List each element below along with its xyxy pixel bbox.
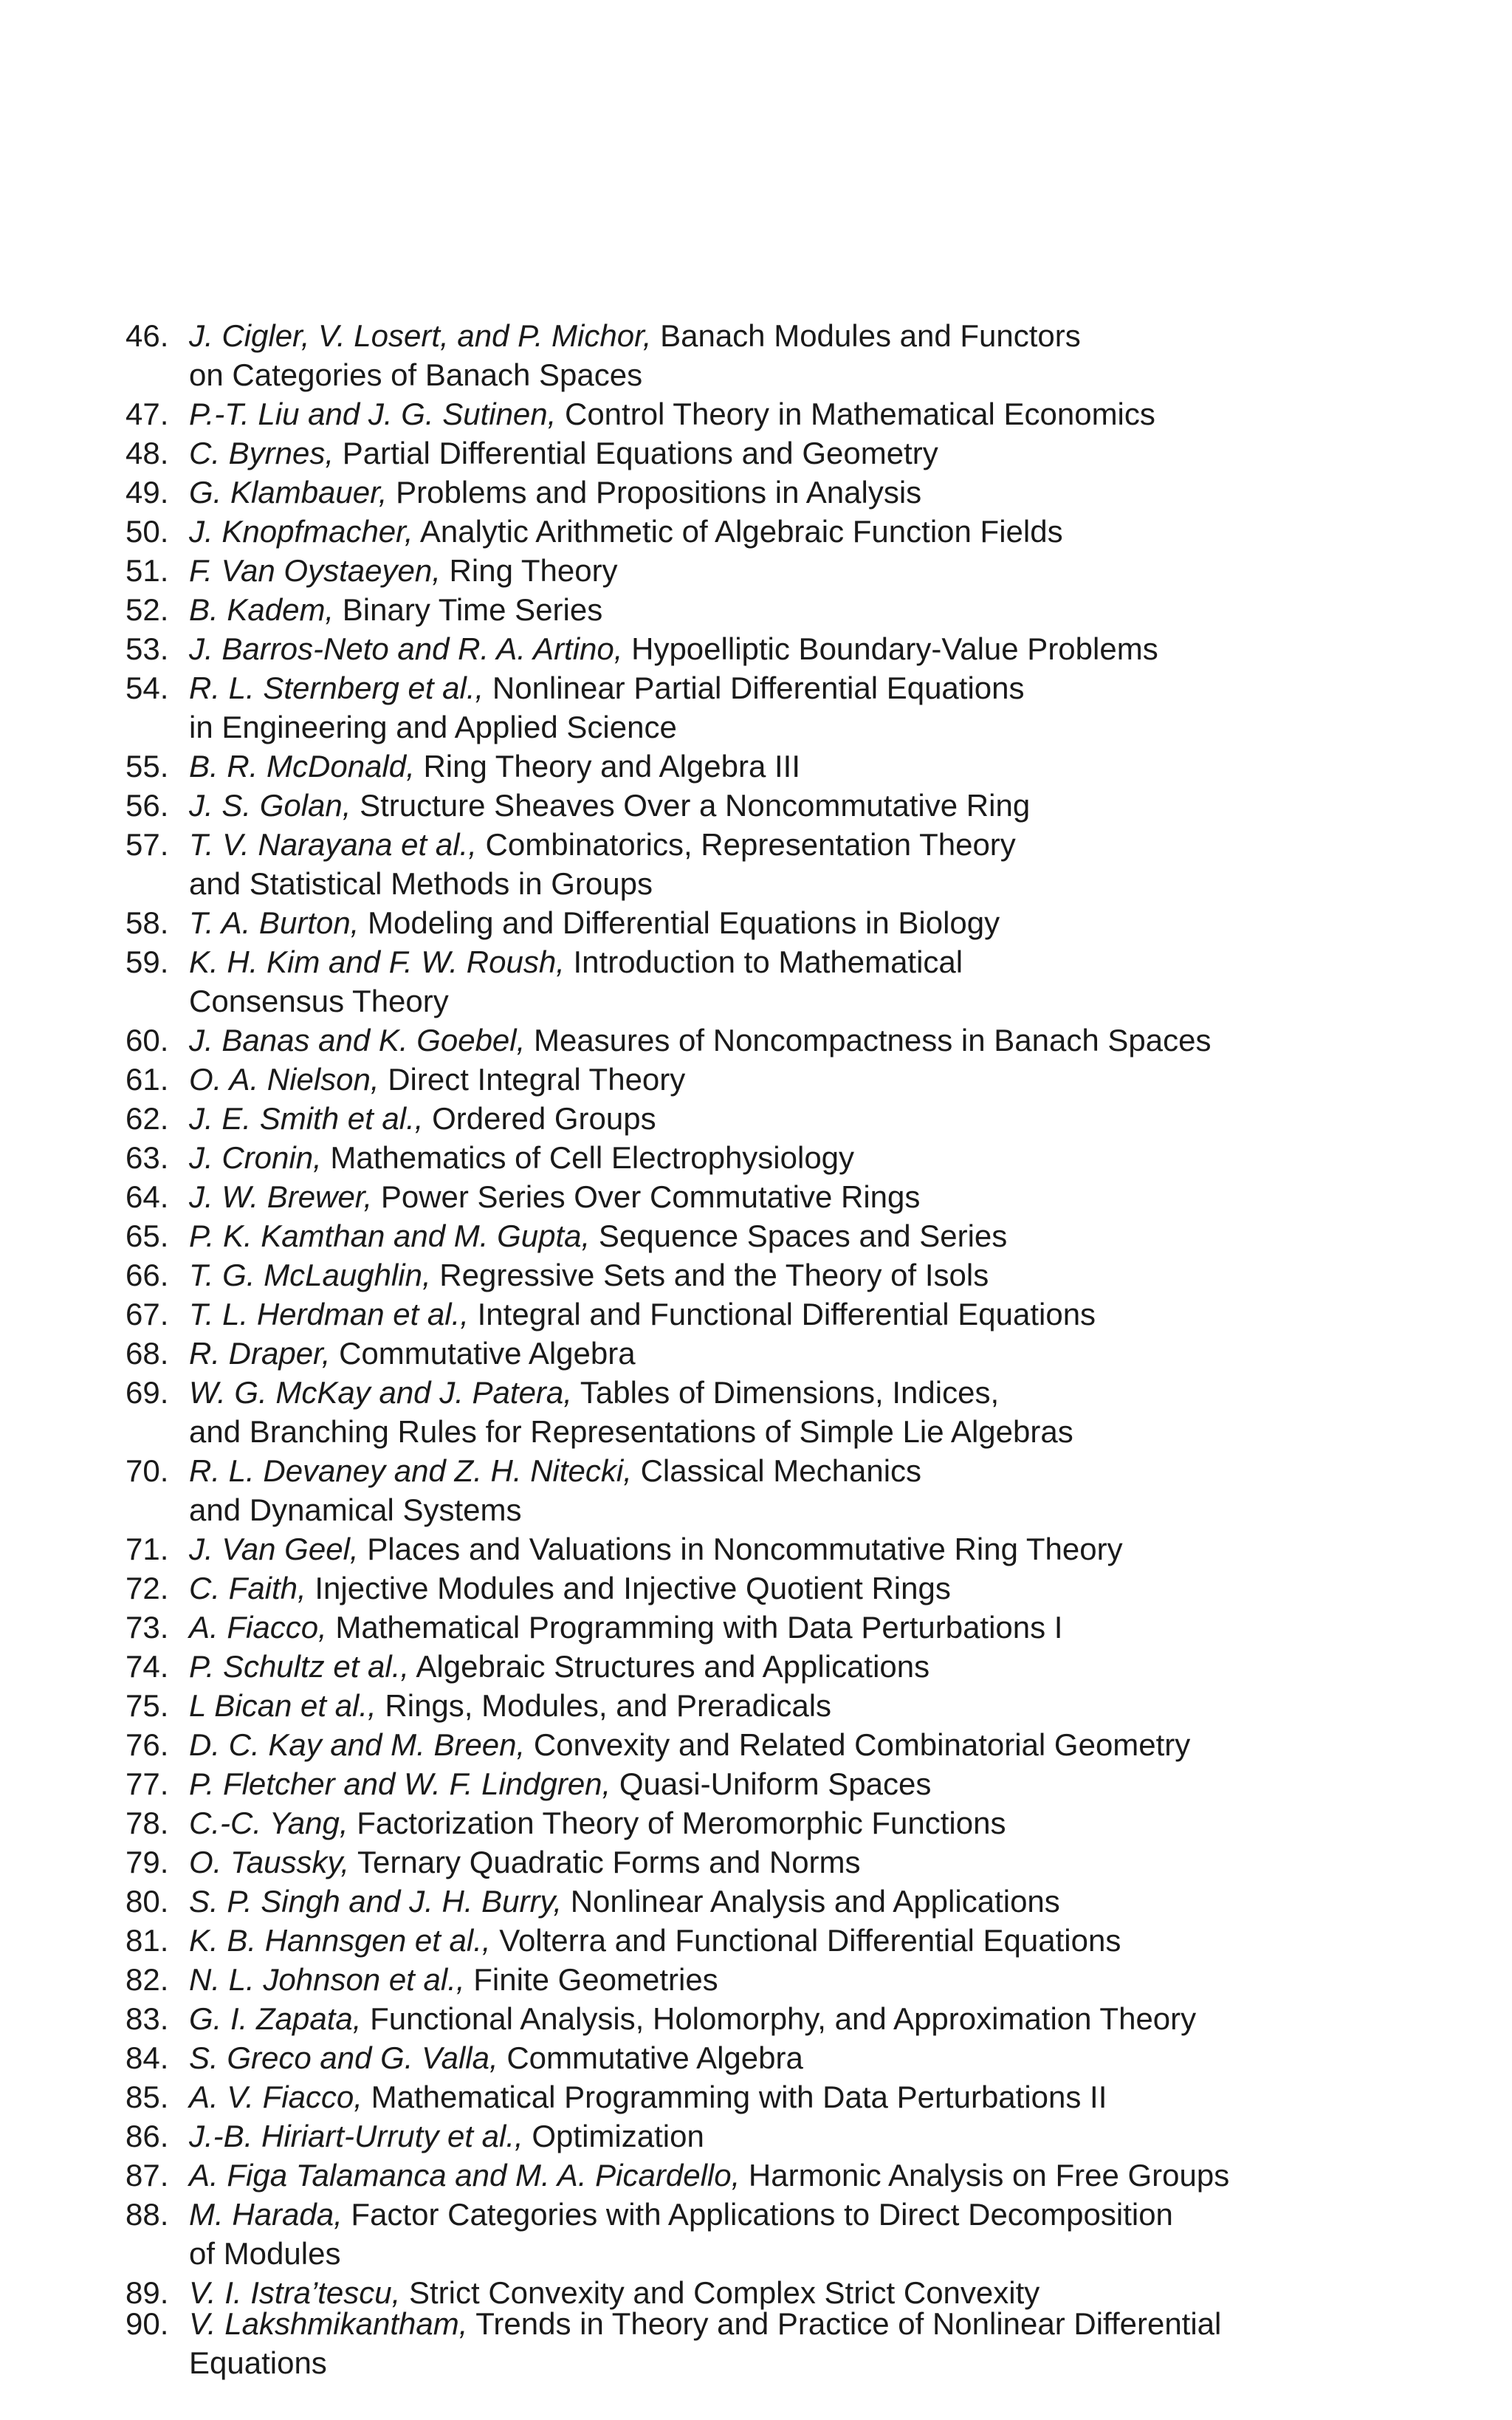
- entry-number: 81.: [126, 1923, 169, 1958]
- entry-number: 50.: [126, 514, 169, 549]
- entry-number: 90.: [126, 2306, 169, 2341]
- entry-number: 52.: [126, 592, 169, 627]
- list-item: [126, 473, 1395, 512]
- entry-author: P. K. Kamthan and M. Gupta,: [189, 1218, 591, 1253]
- entry-number: 68.: [126, 1336, 169, 1371]
- entry-text: [189, 1138, 1395, 1177]
- entry-number: 82.: [126, 1962, 169, 1997]
- list-item: [126, 1177, 1395, 1216]
- entry-number: 66.: [126, 1258, 169, 1292]
- entry-author: O. Taussky,: [189, 1845, 350, 1879]
- entry-author: S. P. Singh and J. H. Burry,: [189, 1884, 563, 1919]
- entry-number: 87.: [126, 2158, 169, 2193]
- entry-number: 56.: [126, 788, 169, 823]
- entry-text: [189, 1216, 1395, 1255]
- list-item: [126, 394, 1395, 433]
- list-item: [126, 1999, 1395, 2038]
- entry-author: J. Barros-Neto and R. A. Artino,: [189, 631, 623, 666]
- entry-title: Regressive Sets and the Theory of Isols: [430, 1258, 989, 1292]
- entry-text: [189, 747, 1395, 786]
- list-item: [126, 1725, 1395, 1764]
- entry-author: A. V. Fiacco,: [189, 2080, 362, 2114]
- entry-text: [189, 512, 1395, 551]
- entry-text: [189, 1255, 1395, 1295]
- entry-title: Rings, Modules, and Preradicals: [376, 1688, 832, 1723]
- entry-author: J. W. Brewer,: [189, 1179, 373, 1214]
- entry-author: R. L. Devaney and Z. H. Nitecki,: [189, 1453, 632, 1488]
- list-item: [126, 1686, 1395, 1725]
- entry-number: 61.: [126, 1062, 169, 1097]
- list-item: [126, 512, 1395, 551]
- entry-text: [189, 942, 1395, 1021]
- entry-text: [189, 1843, 1395, 1882]
- entry-text: [189, 1764, 1395, 1803]
- entry-text: [189, 1960, 1395, 1999]
- entry-title: Commutative Algebra: [330, 1336, 636, 1371]
- entry-title: Power Series Over Commutative Rings: [372, 1179, 921, 1214]
- list-item: [126, 316, 1395, 394]
- entry-number: 58.: [126, 905, 169, 940]
- entry-author: P. Schultz et al.,: [189, 1649, 410, 1684]
- entry-author: B. R. McDonald,: [189, 749, 415, 784]
- entry-author: N. L. Johnson et al.,: [189, 1962, 465, 1997]
- entry-title: Convexity and Related Combinatorial Geometry: [525, 1727, 1191, 1762]
- entry-number: 86.: [126, 2119, 169, 2153]
- entry-text: [189, 1686, 1395, 1725]
- entry-number: 84.: [126, 2040, 169, 2075]
- entry-title: Nonlinear Partial Differential Equations in Engineering and Applied Science: [189, 671, 1025, 744]
- entry-title: Problems and Propositions in Analysis: [387, 475, 922, 510]
- entry-number: 85.: [126, 2080, 169, 2114]
- list-item: [126, 1803, 1395, 1843]
- entry-text: [189, 668, 1395, 747]
- list-item: [126, 2195, 1395, 2273]
- entry-number: 63.: [126, 1140, 169, 1175]
- list-item: [126, 903, 1395, 942]
- list-item: [126, 1373, 1395, 1451]
- entry-number: 71.: [126, 1532, 169, 1566]
- series-list: [126, 316, 1395, 2382]
- entry-author: S. Greco and G. Valla,: [189, 2040, 498, 2075]
- entry-text: [189, 1021, 1395, 1060]
- entry-number: 49.: [126, 475, 169, 510]
- entry-author: J. Knopfmacher,: [189, 514, 413, 549]
- entry-title: Algebraic Structures and Applications: [409, 1649, 930, 1684]
- entry-title: Quasi-Uniform Spaces: [611, 1766, 932, 1801]
- entry-author: J. Cigler, V. Losert, and P. Michor,: [189, 318, 652, 353]
- entry-title: Partial Differential Equations and Geometry: [334, 436, 938, 470]
- entry-text: [189, 551, 1395, 590]
- entry-title: Introduction to Mathematical Consensus Theory: [189, 945, 963, 1018]
- entry-author: D. C. Kay and M. Breen,: [189, 1727, 526, 1762]
- entry-author: L Bican et al.,: [189, 1688, 377, 1723]
- entry-title: Ordered Groups: [423, 1101, 656, 1136]
- list-item: [126, 1216, 1395, 1255]
- entry-author: J. Cronin,: [189, 1140, 322, 1175]
- entry-text: [189, 2038, 1395, 2077]
- entry-text: [189, 1529, 1395, 1569]
- entry-text: [189, 1451, 1395, 1529]
- entry-author: T. L. Herdman et al.,: [189, 1297, 469, 1331]
- entry-author: K. B. Hannsgen et al.,: [189, 1923, 491, 1958]
- entry-text: [189, 2195, 1395, 2273]
- entry-author: T. G. McLaughlin,: [189, 1258, 431, 1292]
- entry-number: 72.: [126, 1571, 169, 1605]
- entry-text: [189, 1647, 1395, 1686]
- entry-title: Structure Sheaves Over a Noncommutative Ring: [351, 788, 1031, 823]
- entry-title: Finite Geometries: [464, 1962, 718, 1997]
- entry-author: C. Faith,: [189, 1571, 306, 1605]
- list-item: [126, 1060, 1395, 1099]
- entry-title: Analytic Arithmetic of Algebraic Function Fields: [413, 514, 1063, 549]
- entry-title: Nonlinear Analysis and Applications: [562, 1884, 1060, 1919]
- list-item: [126, 942, 1395, 1021]
- entry-text: [189, 786, 1395, 825]
- entry-number: 74.: [126, 1649, 169, 1684]
- entry-number: 64.: [126, 1179, 169, 1214]
- entry-title: Mathematical Programming with Data Perturbations II: [362, 2080, 1107, 2114]
- entry-title: Hypoelliptic Boundary-Value Problems: [622, 631, 1158, 666]
- entry-author: O. A. Nielson,: [189, 1062, 379, 1097]
- entry-title: Mathematical Programming with Data Perturbations I: [326, 1610, 1063, 1645]
- list-item: [126, 1099, 1395, 1138]
- entry-number: 80.: [126, 1884, 169, 1919]
- entry-number: 46.: [126, 318, 169, 353]
- entry-author: B. Kadem,: [189, 592, 334, 627]
- list-item: [126, 668, 1395, 747]
- entry-author: J. Banas and K. Goebel,: [189, 1023, 526, 1058]
- entry-author: A. Figa Talamanca and M. A. Picardello,: [189, 2158, 740, 2193]
- entry-text: [189, 1099, 1395, 1138]
- list-item: [126, 629, 1395, 668]
- entry-title: Modeling and Differential Equations in Biology: [359, 905, 1000, 940]
- entry-text: [189, 433, 1395, 473]
- list-item: [126, 1843, 1395, 1882]
- entry-title: Places and Valuations in Noncommutative Ring Theory: [358, 1532, 1123, 1566]
- entry-text: [189, 629, 1395, 668]
- entry-number: 89.: [126, 2275, 169, 2310]
- entry-author: J. S. Golan,: [189, 788, 351, 823]
- entry-text: [189, 316, 1395, 394]
- list-item: [126, 1529, 1395, 1569]
- entry-title: Commutative Algebra: [498, 2040, 803, 2075]
- entry-author: M. Harada,: [189, 2197, 343, 2232]
- entry-author: G. I. Zapata,: [189, 2001, 362, 2036]
- entry-number: 78.: [126, 1806, 169, 1840]
- list-item: [126, 825, 1395, 903]
- entry-text: [189, 1725, 1395, 1764]
- list-item: [126, 1921, 1395, 1960]
- entry-number: 59.: [126, 945, 169, 979]
- list-item: [126, 1647, 1395, 1686]
- list-item: [126, 433, 1395, 473]
- entry-author: J.-B. Hiriart-Urruty et al.,: [189, 2119, 523, 2153]
- entry-author: C.-C. Yang,: [189, 1806, 348, 1840]
- entry-title: Direct Integral Theory: [379, 1062, 686, 1097]
- entry-author: K. H. Kim and F. W. Roush,: [189, 945, 565, 979]
- entry-title: Control Theory in Mathematical Economics: [556, 397, 1155, 431]
- entry-number: 54.: [126, 671, 169, 705]
- list-item: [126, 2116, 1395, 2156]
- entry-text: [189, 473, 1395, 512]
- entry-number: 65.: [126, 1218, 169, 1253]
- entry-title: Classical Mechanics and Dynamical Systems: [189, 1453, 922, 1527]
- entry-text: [189, 2156, 1395, 2195]
- entry-author: W. G. McKay and J. Patera,: [189, 1375, 572, 1410]
- entry-text: [189, 1060, 1395, 1099]
- entry-author: A. Fiacco,: [189, 1610, 327, 1645]
- entry-text: [189, 1882, 1395, 1921]
- entry-text: [189, 825, 1395, 903]
- entry-number: 70.: [126, 1453, 169, 1488]
- entry-title: Volterra and Functional Differential Equations: [490, 1923, 1121, 1958]
- list-item: [126, 2077, 1395, 2116]
- entry-title: Factorization Theory of Meromorphic Functions: [348, 1806, 1006, 1840]
- entry-number: 55.: [126, 749, 169, 784]
- entry-title: Integral and Functional Differential Equations: [468, 1297, 1096, 1331]
- entry-text: [189, 1803, 1395, 1843]
- entry-title: Functional Analysis, Holomorphy, and Approximation Theory: [361, 2001, 1197, 2036]
- list-item: [126, 1608, 1395, 1647]
- entry-author: T. A. Burton,: [189, 905, 360, 940]
- list-item: [126, 1255, 1395, 1295]
- entry-title: Mathematics of Cell Electrophysiology: [321, 1140, 855, 1175]
- list-item: [126, 1764, 1395, 1803]
- entry-number: 51.: [126, 553, 169, 588]
- entry-text: [189, 1177, 1395, 1216]
- entry-author: V. I. Istra’tescu,: [189, 2275, 401, 2310]
- entry-number: 57.: [126, 827, 169, 862]
- entry-title: Factor Categories with Applications to Direct Decomposition of Modules: [189, 2197, 1173, 2271]
- entry-title: Binary Time Series: [334, 592, 603, 627]
- entry-number: 88.: [126, 2197, 169, 2232]
- entry-text: [189, 2077, 1395, 2116]
- entry-title: Trends in Theory and Practice of Nonlinear Differential Equations: [189, 2306, 1222, 2380]
- entry-number: 77.: [126, 1766, 169, 1801]
- entry-number: 76.: [126, 1727, 169, 1762]
- list-item: [126, 590, 1395, 629]
- entry-number: 79.: [126, 1845, 169, 1879]
- entry-author: T. V. Narayana et al.,: [189, 827, 477, 862]
- entry-author: J. Van Geel,: [189, 1532, 359, 1566]
- entry-title: Sequence Spaces and Series: [590, 1218, 1008, 1253]
- entry-title: Optimization: [523, 2119, 704, 2153]
- entry-author: G. Klambauer,: [189, 475, 388, 510]
- entry-number: 83.: [126, 2001, 169, 2036]
- entry-title: Ring Theory: [440, 553, 618, 588]
- entry-text: [189, 1999, 1395, 2038]
- entry-text: [189, 2304, 1395, 2382]
- entry-number: 62.: [126, 1101, 169, 1136]
- entry-title: Measures of Noncompactness in Banach Spaces: [525, 1023, 1212, 1058]
- entry-number: 53.: [126, 631, 169, 666]
- list-item: [126, 2304, 1395, 2382]
- list-item: [126, 551, 1395, 590]
- entry-title: Harmonic Analysis on Free Groups: [740, 2158, 1230, 2193]
- list-item: [126, 1295, 1395, 1334]
- entry-author: F. Van Oystaeyen,: [189, 553, 441, 588]
- list-item: [126, 2038, 1395, 2077]
- entry-number: 48.: [126, 436, 169, 470]
- list-item: [126, 786, 1395, 825]
- entry-author: R. L. Sternberg et al.,: [189, 671, 484, 705]
- entry-title: Banach Modules and Functors on Categories of Banach Spaces: [189, 318, 1081, 392]
- list-item: [126, 1960, 1395, 1999]
- entry-text: [189, 1373, 1395, 1451]
- entry-text: [189, 1334, 1395, 1373]
- entry-title: Combinatorics, Representation Theory and Statistical Methods in Groups: [189, 827, 1016, 901]
- list-item: [126, 1138, 1395, 1177]
- entry-author: J. E. Smith et al.,: [189, 1101, 424, 1136]
- entry-text: [189, 590, 1395, 629]
- entry-text: [189, 1569, 1395, 1608]
- entry-author: R. Draper,: [189, 1336, 331, 1371]
- list-item: [126, 1882, 1395, 1921]
- entry-text: [189, 1295, 1395, 1334]
- entry-author: P. Fletcher and W. F. Lindgren,: [189, 1766, 611, 1801]
- entry-text: [189, 394, 1395, 433]
- entry-author: V. Lakshmikantham,: [189, 2306, 468, 2341]
- entry-number: 75.: [126, 1688, 169, 1723]
- entry-text: [189, 2116, 1395, 2156]
- entry-text: [189, 1921, 1395, 1960]
- entry-author: C. Byrnes,: [189, 436, 334, 470]
- list-item: [126, 2156, 1395, 2195]
- list-item: [126, 1021, 1395, 1060]
- entry-number: 67.: [126, 1297, 169, 1331]
- entry-text: [189, 903, 1395, 942]
- entry-title: Strict Convexity and Complex Strict Convexity: [400, 2275, 1040, 2310]
- entry-title: Injective Modules and Injective Quotient Rings: [306, 1571, 951, 1605]
- entry-number: 47.: [126, 397, 169, 431]
- entry-title: Ternary Quadratic Forms and Norms: [349, 1845, 861, 1879]
- entry-number: 69.: [126, 1375, 169, 1410]
- list-item: [126, 1334, 1395, 1373]
- list-item: [126, 747, 1395, 786]
- entry-number: 73.: [126, 1610, 169, 1645]
- entry-title: Tables of Dimensions, Indices, and Branching Rules for Representations of Simple Lie Algebras: [189, 1375, 1073, 1449]
- list-item: [126, 1569, 1395, 1608]
- entry-text: [189, 1608, 1395, 1647]
- entry-number: 60.: [126, 1023, 169, 1058]
- entry-author: P.-T. Liu and J. G. Sutinen,: [189, 397, 557, 431]
- list-item: [126, 1451, 1395, 1529]
- entry-title: Ring Theory and Algebra III: [414, 749, 800, 784]
